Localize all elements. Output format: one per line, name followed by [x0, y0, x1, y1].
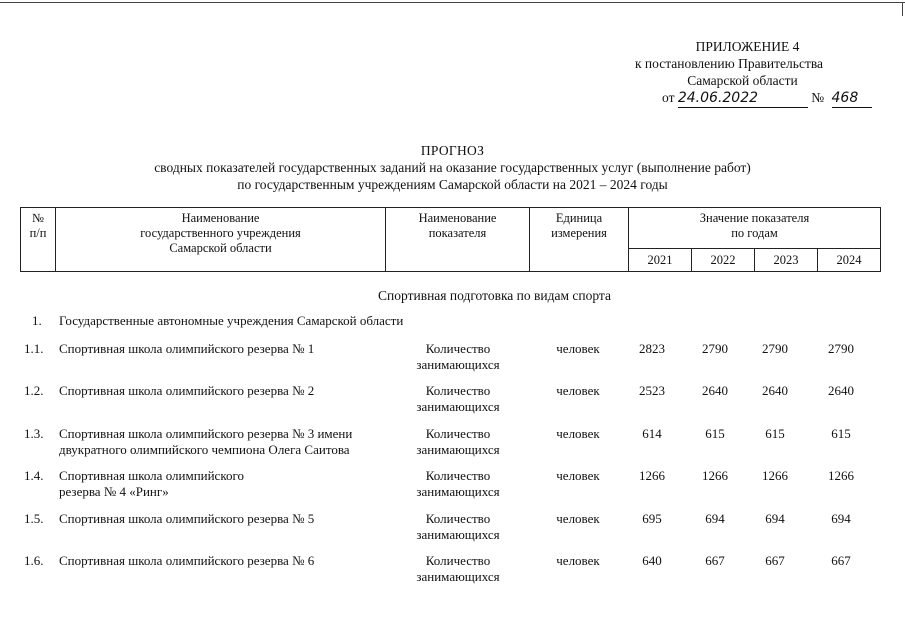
row-value-2024: 2640	[828, 383, 854, 398]
row-unit: человек	[556, 383, 600, 398]
row-value-2022: 667	[705, 553, 725, 568]
row-indicator-line1: Количество	[425, 511, 491, 526]
row-num: 1.3.	[24, 426, 44, 441]
row-value-2023: 2640	[762, 383, 788, 398]
header-values-line2: по годам	[731, 226, 778, 240]
row-indicator-line2: занимающихся	[416, 569, 500, 584]
table-header	[20, 207, 881, 272]
row-indicator-line1: Количество	[425, 468, 491, 483]
row-value-2024: 667	[831, 553, 851, 568]
row-value-2023: 2790	[762, 341, 788, 356]
row-name-line1: Спортивная школа олимпийского резерва № 3 имени	[59, 426, 353, 441]
row-indicator-line1: Количество	[425, 553, 491, 568]
row-value-2021: 2823	[639, 341, 665, 356]
row-name	[59, 426, 394, 458]
row-indicator-line2: занимающихся	[416, 527, 500, 542]
row-unit: человек	[556, 426, 600, 441]
appendix-block	[560, 38, 890, 108]
header-name-line3: Самарской области	[169, 241, 272, 255]
title-line-2: сводных показателей государственных заданий на оказание государственных услуг (выполнение работ)	[154, 160, 751, 175]
header-indicator-line1: Наименование	[418, 211, 497, 225]
row-name-line1: Спортивная школа олимпийского резерва № 6	[59, 553, 315, 568]
row-value-2023: 667	[765, 553, 785, 568]
row-indicator-line2: занимающихся	[416, 357, 500, 372]
header-year-2022: 2022	[692, 249, 755, 272]
row-name-line2: резерва № 4 «Ринг»	[59, 484, 169, 499]
header-values-line1: Значение показателя	[699, 211, 810, 225]
row-name-line2: двукратного олимпийского чемпиона Олега Саитова	[59, 442, 350, 457]
row-name-line1: Спортивная школа олимпийского	[59, 468, 244, 483]
row-value-2021: 1266	[639, 468, 665, 483]
row-name	[59, 341, 394, 357]
row-num: 1.5.	[24, 511, 44, 526]
row-value-2022: 1266	[702, 468, 728, 483]
row-num: 1.6.	[24, 553, 44, 568]
appendix-date-line	[560, 89, 890, 108]
row-indicator-line2: занимающихся	[416, 484, 500, 499]
document-title	[0, 142, 905, 193]
number-label: №	[811, 90, 825, 105]
row-indicator	[398, 553, 518, 585]
section-title: Спортивная подготовка по видам спорта	[378, 288, 611, 303]
row-name-line1: Спортивная школа олимпийского резерва № 2	[59, 383, 315, 398]
title-line-3: по государственным учреждениям Самарской области на 2021 – 2024 годы	[237, 177, 668, 192]
header-year-2023: 2023	[755, 249, 818, 272]
group-name: Государственные автономные учреждения Самарской области	[59, 313, 404, 328]
row-unit: человек	[556, 468, 600, 483]
title-line-1: ПРОГНОЗ	[420, 143, 485, 158]
row-unit: человек	[556, 553, 600, 568]
row-num: 1.4.	[24, 468, 44, 483]
header-institution	[56, 208, 386, 272]
row-indicator	[398, 511, 518, 543]
row-value-2023: 615	[765, 426, 785, 441]
row-indicator	[398, 468, 518, 500]
row-value-2024: 694	[831, 511, 851, 526]
row-name	[59, 468, 394, 500]
row-name-line1: Спортивная школа олимпийского резерва № 1	[59, 341, 315, 356]
header-unit-line1: Единица	[555, 211, 603, 225]
group-num: 1.	[32, 313, 42, 328]
row-indicator-line1: Количество	[425, 341, 491, 356]
appendix-resolution: к постановлению Правительства	[634, 56, 824, 71]
row-name-line1: Спортивная школа олимпийского резерва № 5	[59, 511, 315, 526]
row-value-2024: 1266	[828, 468, 854, 483]
row-indicator	[398, 426, 518, 458]
row-value-2021: 614	[642, 426, 662, 441]
row-num: 1.2.	[24, 383, 44, 398]
row-value-2021: 640	[642, 553, 662, 568]
from-label: от	[662, 90, 675, 105]
header-values	[629, 208, 881, 249]
row-unit: человек	[556, 511, 600, 526]
row-value-2022: 694	[705, 511, 725, 526]
row-value-2023: 1266	[762, 468, 788, 483]
row-value-2023: 694	[765, 511, 785, 526]
row-value-2024: 615	[831, 426, 851, 441]
header-indicator	[386, 208, 530, 272]
appendix-region: Самарской области	[687, 73, 798, 88]
header-year-2024: 2024	[818, 249, 881, 272]
row-name	[59, 553, 394, 569]
row-indicator-line1: Количество	[425, 426, 491, 441]
header-indicator-line2: показателя	[428, 226, 487, 240]
appendix-title: ПРИЛОЖЕНИЕ 4	[695, 39, 800, 54]
page-top-border	[0, 2, 905, 3]
row-name	[59, 383, 394, 399]
header-name-line2: государственного учреждения	[140, 226, 301, 240]
header-year-2021: 2021	[629, 249, 692, 272]
handwritten-number: 468	[832, 90, 872, 108]
header-unit	[530, 208, 629, 272]
handwritten-date: 24.06.2022	[678, 90, 808, 108]
header-name-line1: Наименование	[181, 211, 260, 225]
row-value-2022: 615	[705, 426, 725, 441]
row-indicator-line2: занимающихся	[416, 442, 500, 457]
row-indicator-line1: Количество	[425, 383, 491, 398]
header-num	[21, 208, 56, 272]
header-num-line2: п/п	[29, 226, 47, 240]
row-name	[59, 511, 394, 527]
header-unit-line2: измерения	[551, 226, 607, 240]
row-value-2022: 2640	[702, 383, 728, 398]
row-value-2022: 2790	[702, 341, 728, 356]
row-indicator	[398, 341, 518, 373]
header-num-line1: №	[32, 211, 44, 225]
row-value-2024: 2790	[828, 341, 854, 356]
row-value-2021: 2523	[639, 383, 665, 398]
row-indicator	[398, 383, 518, 415]
row-indicator-line2: занимающихся	[416, 399, 500, 414]
row-num: 1.1.	[24, 341, 44, 356]
row-unit: человек	[556, 341, 600, 356]
row-value-2021: 695	[642, 511, 662, 526]
page-right-border	[902, 2, 903, 16]
